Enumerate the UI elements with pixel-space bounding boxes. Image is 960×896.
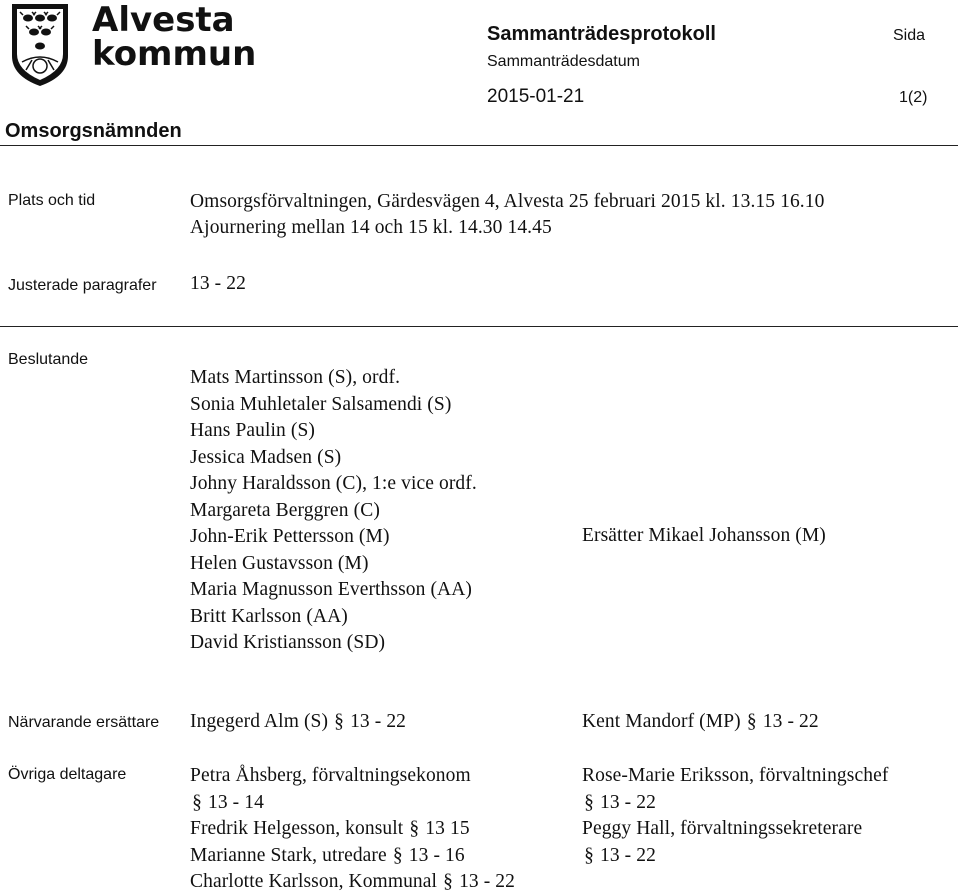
participant-line [190,816,515,843]
member-item: Hans Paulin (S) [190,420,315,441]
paragraph-symbol: § [334,711,344,732]
participant-line [190,869,515,896]
header-divider [0,145,958,146]
logo [8,0,257,90]
ovriga-label: Övriga deltagare [8,766,127,783]
paragraph-symbol: § [443,871,453,892]
paragraph-symbol: § [409,818,420,839]
member-item: Helen Gustavsson (M) [190,552,369,574]
member-item: Maria Magnusson Everthsson (AA) [190,579,473,600]
plats-line1 [190,189,824,216]
participant-par: 13 - 22 [459,871,516,892]
participant-name: Charlotte Karlsson, Kommunal [190,871,438,892]
member-item: John-Erik Pettersson (M) [190,526,390,547]
member-item: Mats Martinsson (S), ordf. [190,367,401,388]
participant-name: Marianne Stark, utredare [190,844,387,866]
board-name: Omsorgsnämnden [5,120,182,142]
participant-par: 13 15 [425,818,470,839]
participant-par-line [190,790,515,817]
ovriga-left-list [190,763,515,896]
participant-par: 13 - 16 [408,844,465,866]
plats-line1-text: Omsorgsförvaltningen, Gärdesvägen 4, Alvesta 25 februari 2015 kl. 13.15 16.10 [190,191,825,212]
justerade-value: 13 - 22 [190,273,246,294]
member-item: Britt Karlsson (AA) [190,605,348,627]
narvarande-right [582,709,819,736]
member-item: Johny Haraldsson (C), 1:e vice ordf. [190,473,477,494]
ovriga-right-list [582,763,888,869]
justerade-label: Justerade paragrafer [8,277,157,294]
member-item: Jessica Madsen (S) [190,446,342,468]
beslutande-list [190,365,477,657]
page-value: 1(2) [899,89,928,106]
paragraph-symbol: § [584,844,594,866]
member-item: David Kristiansson (SD) [190,632,386,653]
participant-name: Fredrik Helgesson, konsult [190,818,404,839]
member-item: Margareta Berggren (C) [190,499,380,521]
paragraph-symbol: § [192,791,202,813]
participant-par: 13 - 22 [600,791,656,813]
plats-label: Plats och tid [8,192,96,209]
paragraph-symbol: § [584,791,594,813]
participant-par: 13 - 14 [208,791,264,813]
paragraph-symbol: § [392,844,403,866]
logo-name-line1: Alvesta [92,0,235,40]
date-label: Sammanträdesdatum [487,53,640,70]
logo-name-line2: kommun [92,34,257,74]
narvarande-left-par: 13 - 22 [350,711,407,732]
participant-par-line [582,790,888,817]
participant-par-line [582,843,888,870]
narvarande-left-name: Ingegerd Alm (S) [190,711,329,732]
narvarande-right-name: Kent Mandorf (MP) [582,711,741,732]
participant-line [190,843,515,870]
narvarande-label: Närvarande ersättare [8,714,160,731]
doc-title: Sammanträdesprotokoll [487,23,716,45]
participant-name: Peggy Hall, förvaltningssekreterare [582,818,863,839]
section-divider [0,326,958,327]
substitute-note: Ersätter Mikael Johansson (M) [582,525,826,546]
coat-of-arms-icon [8,2,72,88]
narvarande-left [190,709,406,736]
beslutande-label: Beslutande [8,351,89,368]
date-value: 2015-01-21 [487,86,585,107]
participant-par: 13 - 22 [600,844,656,866]
page-label: Sida [893,27,926,44]
participant-name: Rose-Marie Eriksson, förvaltningschef [582,765,889,786]
participant-name: Petra Åhsberg, förvaltningsekonom [190,765,471,786]
plats-line2: Ajournering mellan 14 och 15 kl. 14.30 14.45 [190,217,552,238]
member-item: Sonia Muhletaler Salsamendi (S) [190,393,452,415]
narvarande-right-par: 13 - 22 [762,711,819,732]
paragraph-symbol: § [746,711,757,732]
